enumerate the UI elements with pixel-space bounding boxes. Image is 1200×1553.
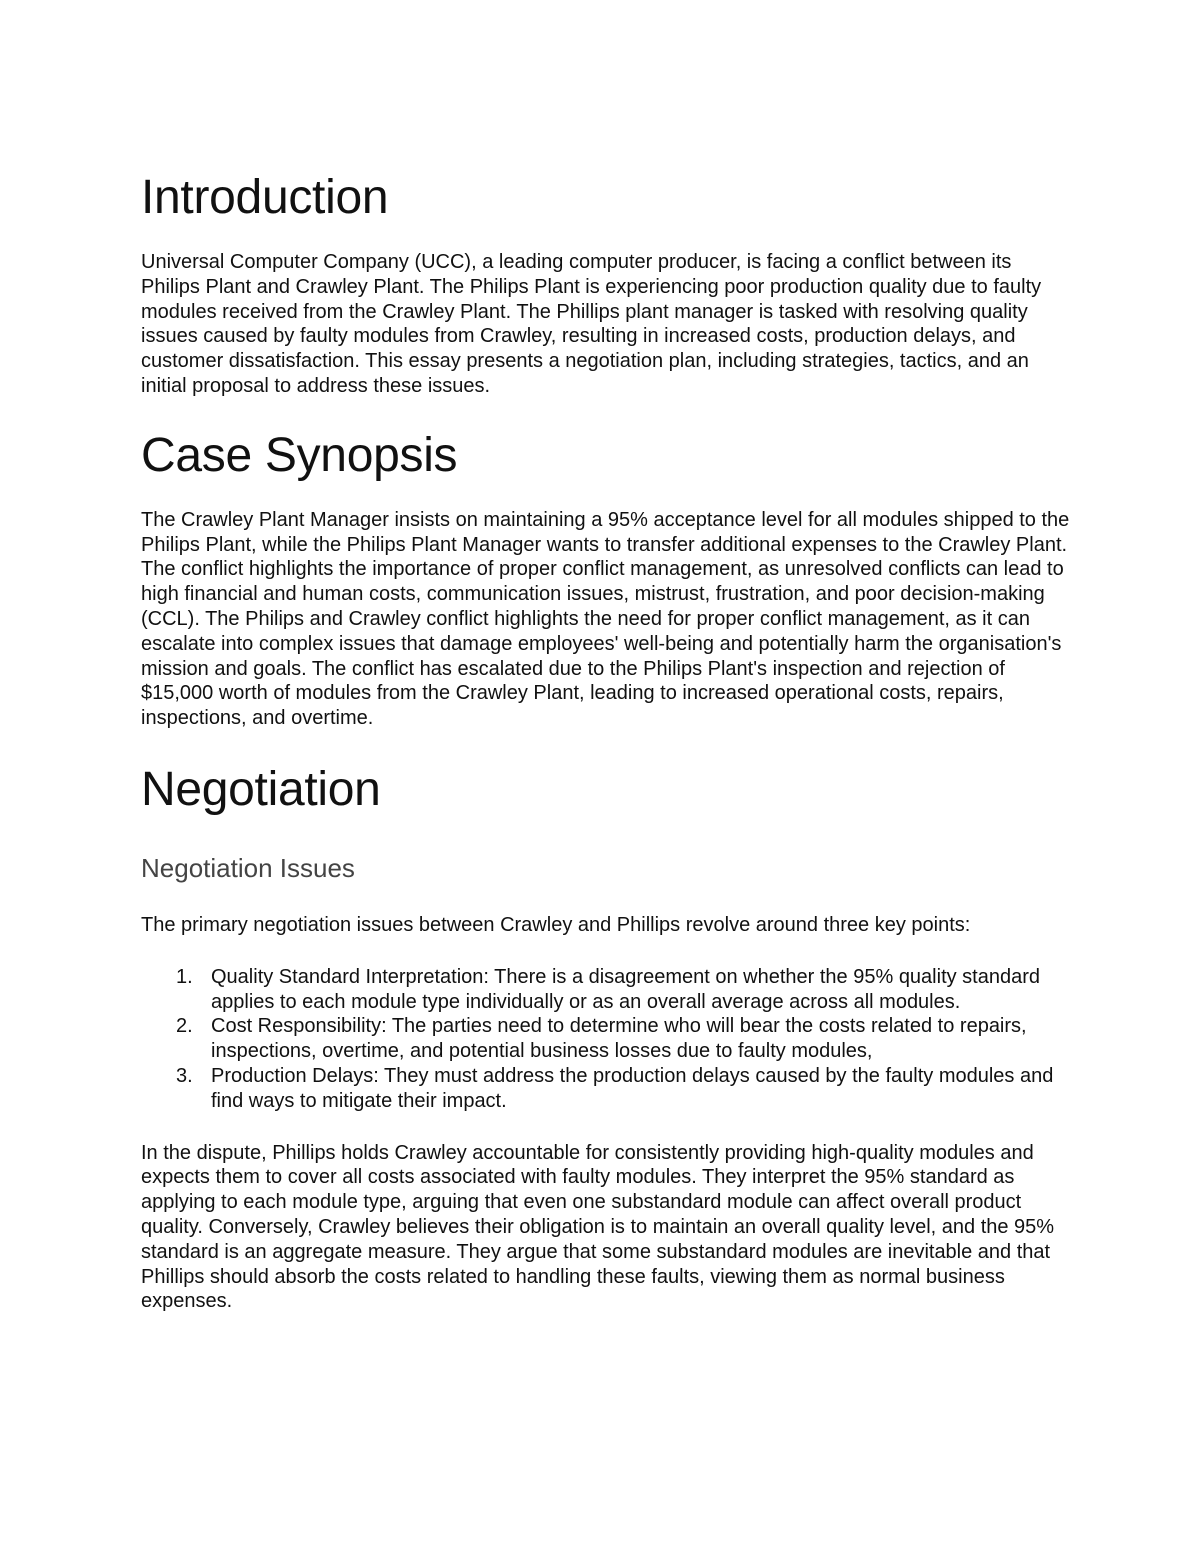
list-item bbox=[141, 1064, 1071, 1114]
list-item bbox=[141, 1014, 1071, 1064]
list-item-number: 3. bbox=[176, 1064, 193, 1087]
negotiation-heading: Negotiation bbox=[141, 762, 381, 816]
list-item-number: 2. bbox=[176, 1015, 193, 1038]
dispute-paragraph: In the dispute, Phillips holds Crawley accountable for consistently providing high-quality modules and expects them to cover all costs associated with faulty modules. They interpret the 95% standard as applying to each module type, arguing that even one substandard module can affect overall product quality. Conversely, Crawley believes their obligation is to maintain an overall quality level, and the 95% standard is an aggregate measure. They argue that some substandard modules are inevitable and that Phillips should absorb the costs related to handling these faults, viewing them as normal business expenses. bbox=[141, 1141, 1055, 1313]
negotiation-issues-subheading: Negotiation Issues bbox=[141, 852, 355, 883]
list-item bbox=[141, 965, 1071, 1015]
negotiation-issues-list bbox=[141, 965, 1071, 1114]
negotiation-issues-intro: The primary negotiation issues between Crawley and Phillips revolve around three key points: bbox=[141, 913, 971, 936]
introduction-heading: Introduction bbox=[141, 171, 389, 224]
list-item-text: Production Delays: They must address the production delays caused by the faulty modules and find ways to mitigate their impact. bbox=[211, 1064, 1054, 1112]
document-page bbox=[141, 168, 1071, 1314]
list-item-number: 1. bbox=[176, 965, 193, 988]
case-synopsis-heading: Case Synopsis bbox=[141, 428, 458, 482]
list-item-text: Quality Standard Interpretation: There is a disagreement on whether the 95% quality standard applies to each module type individually or as an overall average across all modules. bbox=[211, 965, 1041, 1013]
list-item-text: Cost Responsibility: The parties need to determine who will bear the costs related to repairs, inspections, overtime, and potential business losses due to faulty modules, bbox=[211, 1015, 1027, 1063]
case-synopsis-paragraph: The Crawley Plant Manager insists on maintaining a 95% acceptance level for all modules shipped to the Philips Plant, while the Philips Plant Manager wants to transfer additional expenses to the Crawley Plant. The conflict highlights the importance of proper conflict management, as unresolved conflicts can lead to high financial and human costs, communication issues, mistrust, frustration, and poor decision-making (CCL). The Philips and Crawley conflict highlights the need for proper conflict management, as it can escalate into complex issues that damage employees' well-being and potentially harm the organisation's mission and goals. The conflict has escalated due to the Philips Plant's inspection and rejection of $15,000 worth of modules from the Crawley Plant, leading to increased operational costs, repairs, inspections, and overtime. bbox=[141, 508, 1070, 730]
introduction-paragraph: Universal Computer Company (UCC), a leading computer producer, is facing a conflict between its Philips Plant and Crawley Plant. The Philips Plant is experiencing poor production quality due to faulty modules received from the Crawley Plant. The Phillips plant manager is tasked with resolving quality issues caused by faulty modules from Crawley, resulting in increased costs, production delays, and customer dissatisfaction. This essay presents a negotiation plan, including strategies, tactics, and an initial proposal to address these issues. bbox=[141, 251, 1042, 397]
